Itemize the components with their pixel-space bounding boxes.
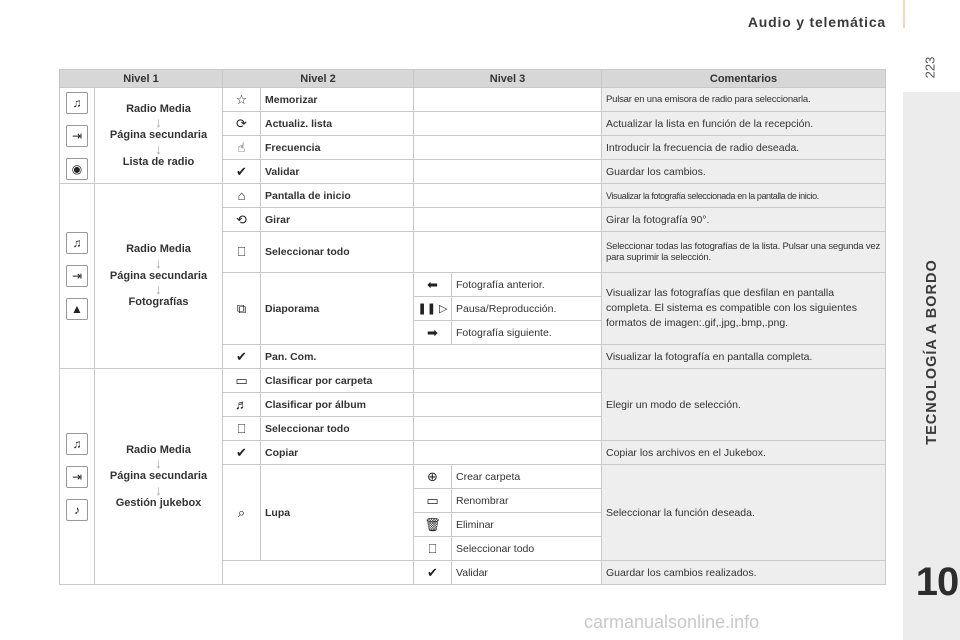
comment: Guardar los cambios.: [602, 160, 886, 184]
comment: Elegir un modo de selección.: [602, 369, 886, 441]
nivel2-label: Pan. Com.: [261, 345, 414, 369]
nivel3-empty: [414, 208, 602, 232]
arrow-down-icon: ↓: [155, 281, 162, 298]
nivel3-label: Validar: [452, 561, 602, 585]
comment: Seleccionar la función deseada.: [602, 465, 886, 561]
col-header-comentarios: Comentarios: [602, 70, 886, 88]
nivel3-label: Fotografía anterior.: [452, 273, 602, 297]
photo-icon: ▲: [66, 298, 88, 320]
col-header-nivel2: Nivel 2: [223, 70, 414, 88]
table-row: [60, 88, 886, 112]
nivel1-label: Página secundaria: [109, 129, 208, 142]
refresh-icon: ⟳: [236, 115, 247, 131]
nivel2-label: Girar: [261, 208, 414, 232]
nivel2-label: Pantalla de inicio: [261, 184, 414, 208]
comment: Girar la fotografía 90°.: [602, 208, 886, 232]
table-row: [60, 184, 886, 208]
comment: Actualizar la lista en función de la recepción.: [602, 112, 886, 136]
nivel3-empty: [414, 112, 602, 136]
arrow-down-icon: ↓: [155, 254, 162, 271]
nivel1-label: Lista de radio: [122, 155, 195, 168]
nivel2-label: Copiar: [261, 441, 414, 465]
nivel2-label: Clasificar por carpeta: [261, 369, 414, 393]
nivel1-label: Fotografías: [128, 296, 189, 309]
magnifier-icon: ⌕: [237, 504, 246, 520]
comment: Guardar los cambios realizados.: [602, 561, 886, 585]
check-icon: ✔: [236, 444, 247, 460]
watermark: carmanualsonline.info: [584, 612, 760, 632]
media-icon: ♫: [66, 232, 88, 254]
secondary-page-icon: ⇥: [66, 466, 88, 488]
nivel1-label: Gestión jukebox: [115, 496, 202, 509]
nivel3-label: Fotografía siguiente.: [452, 321, 602, 345]
col-header-nivel3: Nivel 3: [414, 70, 602, 88]
nivel3-empty: [414, 345, 602, 369]
radio-icon: ◉: [66, 158, 88, 180]
trash-icon: 🗑: [424, 516, 441, 532]
chapter-number: 10: [915, 560, 959, 604]
nivel1-label: Radio Media: [126, 243, 191, 256]
nivel2-label: Memorizar: [261, 88, 414, 112]
nivel3-label: Seleccionar todo: [452, 537, 602, 561]
nivel2-label: Lupa: [261, 465, 414, 561]
nivel3-label: Eliminar: [452, 513, 602, 537]
select-all-icon: ⎕: [237, 244, 246, 259]
secondary-page-icon: ⇥: [66, 265, 88, 287]
comment: Visualizar las fotografías que desfilan en pantalla completa. El sistema es compatible con los siguientes formatos de imagen:.gif,.jpg,.bmp,.png.: [602, 273, 886, 345]
secondary-page-icon: ⇥: [66, 125, 88, 147]
nivel2-label: Actualiz. lista: [261, 112, 414, 136]
page-header-title: Audio y telemática: [747, 14, 886, 30]
nivel1-label: Página secundaria: [109, 269, 208, 282]
nivel3-empty: [414, 136, 602, 160]
comment: Visualizar la fotografía seleccionada en la pantalla de inicio.: [602, 184, 886, 208]
nivel3-label: Crear carpeta: [452, 465, 602, 489]
table-header-row: [60, 70, 886, 88]
frequency-icon: ☝: [237, 139, 246, 155]
folder-icon: ▭: [235, 372, 248, 388]
album-icon: ♬: [235, 397, 248, 412]
nivel3-empty: [414, 88, 602, 112]
nivel1-label: Radio Media: [126, 102, 191, 115]
comment: Introducir la frecuencia de radio deseada.: [602, 136, 886, 160]
media-icon: ♫: [66, 433, 88, 455]
nivel1-icons: [60, 88, 95, 184]
select-all-icon: ⎕: [237, 420, 246, 436]
nivel3-empty: [414, 369, 602, 393]
check-icon: ✔: [236, 348, 247, 364]
home-screen-icon: ⌂: [237, 188, 246, 203]
arrow-down-icon: ↓: [155, 114, 162, 131]
check-icon: ✔: [236, 163, 247, 179]
nivel2-label: Seleccionar todo: [261, 232, 414, 273]
create-folder-icon: ⊕: [427, 468, 438, 484]
comment: Visualizar la fotografía en pantalla completa.: [602, 345, 886, 369]
nivel2-label: Clasificar por álbum: [261, 393, 414, 417]
rotate-icon: ⟲: [236, 211, 247, 227]
select-all-icon: ⎕: [428, 540, 437, 556]
nivel2-label: Seleccionar todo: [261, 417, 414, 441]
nivel3-empty: [414, 441, 602, 465]
nivel3-empty: [414, 417, 602, 441]
nivel3-label: Renombrar: [452, 489, 602, 513]
comment: Pulsar en una emisora de radio para seleccionarla.: [602, 88, 886, 112]
nivel1-icons: [60, 369, 95, 585]
nivel2-label: Validar: [261, 160, 414, 184]
arrow-left-icon: ⬅: [427, 276, 438, 292]
pause-play-icon: ❚❚ ▷: [417, 303, 448, 315]
nivel3-empty: [414, 232, 602, 273]
slideshow-icon: ⧉: [236, 300, 247, 316]
nivel2-label: Diaporama: [261, 273, 414, 345]
nivel3-empty: [414, 184, 602, 208]
page-number: 223: [922, 56, 938, 79]
arrow-down-icon: ↓: [155, 481, 162, 498]
check-icon: ✔: [427, 564, 438, 580]
arrow-down-icon: ↓: [155, 455, 162, 472]
menu-table: [59, 69, 886, 585]
jukebox-icon: ♪: [66, 499, 88, 521]
nivel1-path: [95, 88, 223, 184]
comment: Copiar los archivos en el Jukebox.: [602, 441, 886, 465]
nivel1-label: Radio Media: [126, 443, 191, 456]
arrow-down-icon: ↓: [155, 140, 162, 157]
memorize-icon: ☆: [235, 91, 248, 107]
media-icon: ♫: [66, 92, 88, 114]
nivel3-empty: [414, 160, 602, 184]
chapter-title: TECNOLOGÍA A BORDO: [924, 259, 940, 445]
nivel2-label: Frecuencia: [261, 136, 414, 160]
arrow-right-icon: ➡: [427, 324, 438, 340]
header-divider: [903, 0, 905, 28]
nivel1-label: Página secundaria: [109, 470, 208, 483]
rename-icon: ▭: [426, 492, 439, 508]
nivel3-label: Pausa/Reproducción.: [452, 297, 602, 321]
nivel2-empty: [223, 561, 414, 585]
nivel1-path: [95, 369, 223, 585]
comment: Seleccionar todas las fotografías de la lista. Pulsar una segunda vez para suprimir la selección.: [602, 232, 886, 273]
nivel1-icons: [60, 184, 95, 369]
nivel1-path: [95, 184, 223, 369]
nivel3-empty: [414, 393, 602, 417]
col-header-nivel1: Nivel 1: [60, 70, 223, 88]
table-row: [60, 369, 886, 393]
